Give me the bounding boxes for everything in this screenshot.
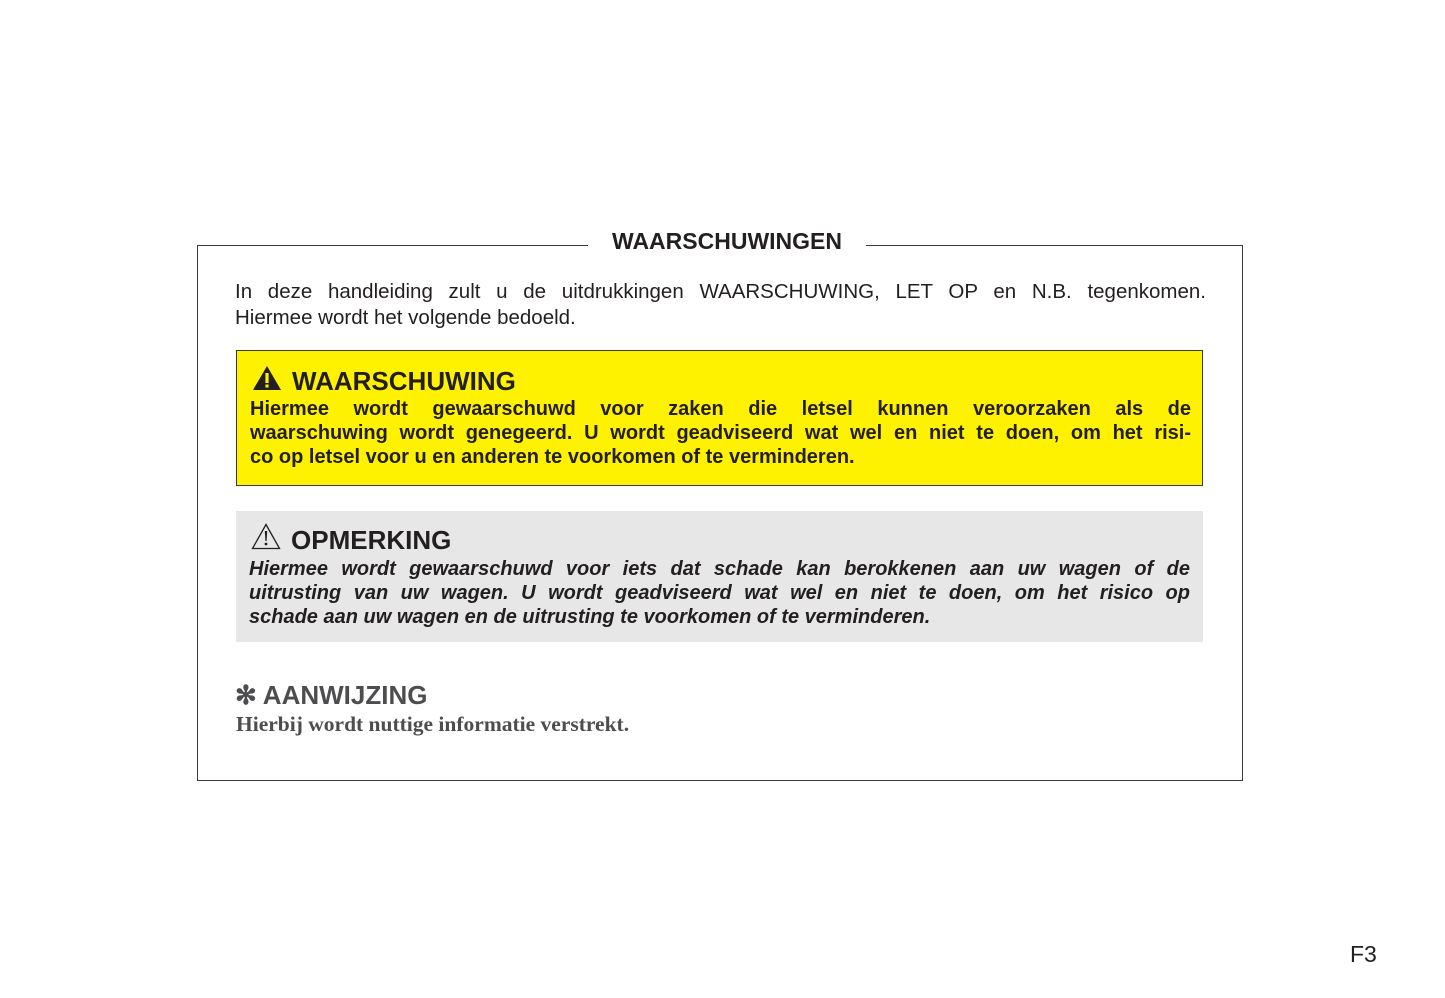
warning-line: waarschuwing wordt genegeerd. U wordt geadviseerd wat wel en niet te doen, om het risi- bbox=[250, 422, 1191, 444]
section-title: WAARSCHUWINGEN bbox=[588, 226, 866, 256]
tip-heading bbox=[235, 680, 427, 710]
notice-heading bbox=[251, 523, 451, 556]
asterisk-icon: ✻ bbox=[235, 680, 257, 710]
notice-line: uitrusting van uw wagen. U wordt geadviseerd wat wel en niet te doen, om het risico op bbox=[249, 582, 1190, 604]
notice-title: OPMERKING bbox=[291, 524, 452, 555]
intro-line: Hiermee wordt het volgende bedoeld. bbox=[235, 306, 576, 329]
warning-box bbox=[236, 350, 1203, 486]
caution-triangle-icon bbox=[251, 523, 281, 556]
warning-heading bbox=[252, 365, 516, 397]
tip-title: AANWIJZING bbox=[262, 680, 428, 710]
intro-line: In deze handleiding zult u de uitdrukkingen WAARSCHUWING, LET OP en N.B. tegenkomen. bbox=[235, 280, 1206, 303]
warning-title: WAARSCHUWING bbox=[292, 366, 516, 396]
intro-paragraph bbox=[235, 279, 1206, 331]
warning-text bbox=[250, 397, 1191, 469]
tip-text: Hierbij wordt nuttige informatie verstrekt. bbox=[236, 712, 630, 736]
notice-box bbox=[236, 511, 1203, 642]
notice-line: schade aan uw wagen en de uitrusting te voorkomen of te verminderen. bbox=[249, 606, 931, 628]
notice-line: Hiermee wordt gewaarschuwd voor iets dat schade kan berokkenen aan uw wagen of de bbox=[249, 558, 1190, 580]
page-number: F3 bbox=[1350, 941, 1377, 967]
warning-triangle-icon bbox=[252, 365, 282, 397]
notice-text bbox=[249, 557, 1190, 629]
warning-line: Hiermee wordt gewaarschuwd voor zaken die letsel kunnen veroorzaken als de bbox=[250, 398, 1191, 420]
warning-line: co op letsel voor u en anderen te voorkomen of te verminderen. bbox=[250, 446, 855, 468]
